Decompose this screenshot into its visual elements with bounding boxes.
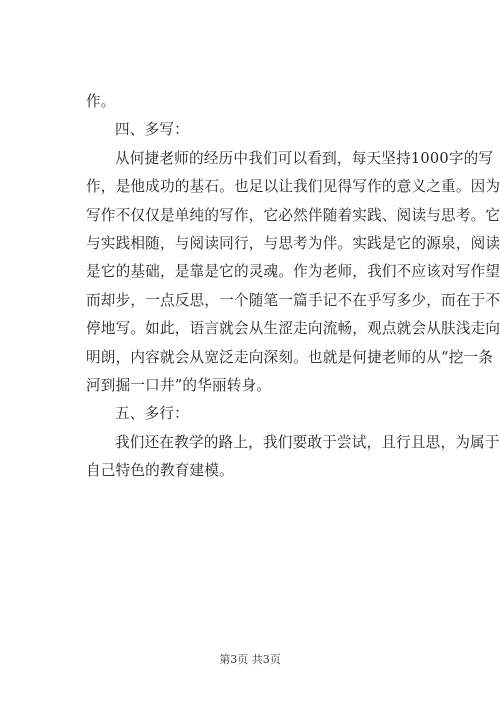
continuation-line: 作。 [86, 93, 116, 110]
paragraph-line: 自己特色的教育建模。 [86, 462, 234, 480]
paragraph-line: 是它的基础，是靠是它的灵魂。作为老师，我们不应该对写作望 [86, 263, 500, 281]
paragraph-line: 而却步，一点反思，一个随笔一篇手记不在乎写多少，而在于不 [86, 291, 500, 309]
page-number-footer: 第3页 共3页 [219, 653, 281, 666]
paragraph-line: 明朗，内容就会从宽泛走向深刻。也就是何捷老师的从“挖一条 [86, 348, 494, 366]
paragraph-line: 河到掘一口井”的华丽转身。 [86, 376, 272, 394]
section-heading-5: 五、多行： [115, 405, 189, 423]
section-heading-4: 四、多写： [115, 121, 189, 139]
paragraph-line: 作，是他成功的基石。也足以让我们见得写作的意义之重。因为 [86, 178, 500, 196]
section-5-paragraph [86, 429, 500, 486]
section-4-paragraph [86, 145, 500, 401]
paragraph-line: 与实践相随，与阅读同行，与思考为伴。实践是它的源泉，阅读 [86, 234, 500, 252]
paragraph-line: 写作不仅仅是单纯的写作，它必然伴随着实践、阅读与思考。它 [86, 206, 500, 224]
paragraph-line: 我们还在教学的路上，我们要敢于尝试，且行且思，为属于 [115, 433, 500, 451]
paragraph-line: 从何捷老师的经历中我们可以看到，每天坚持1000字的写 [115, 149, 494, 167]
document-body [86, 88, 500, 485]
paragraph-line: 停地写。如此，语言就会从生涩走向流畅，观点就会从肤浅走向 [86, 320, 500, 338]
